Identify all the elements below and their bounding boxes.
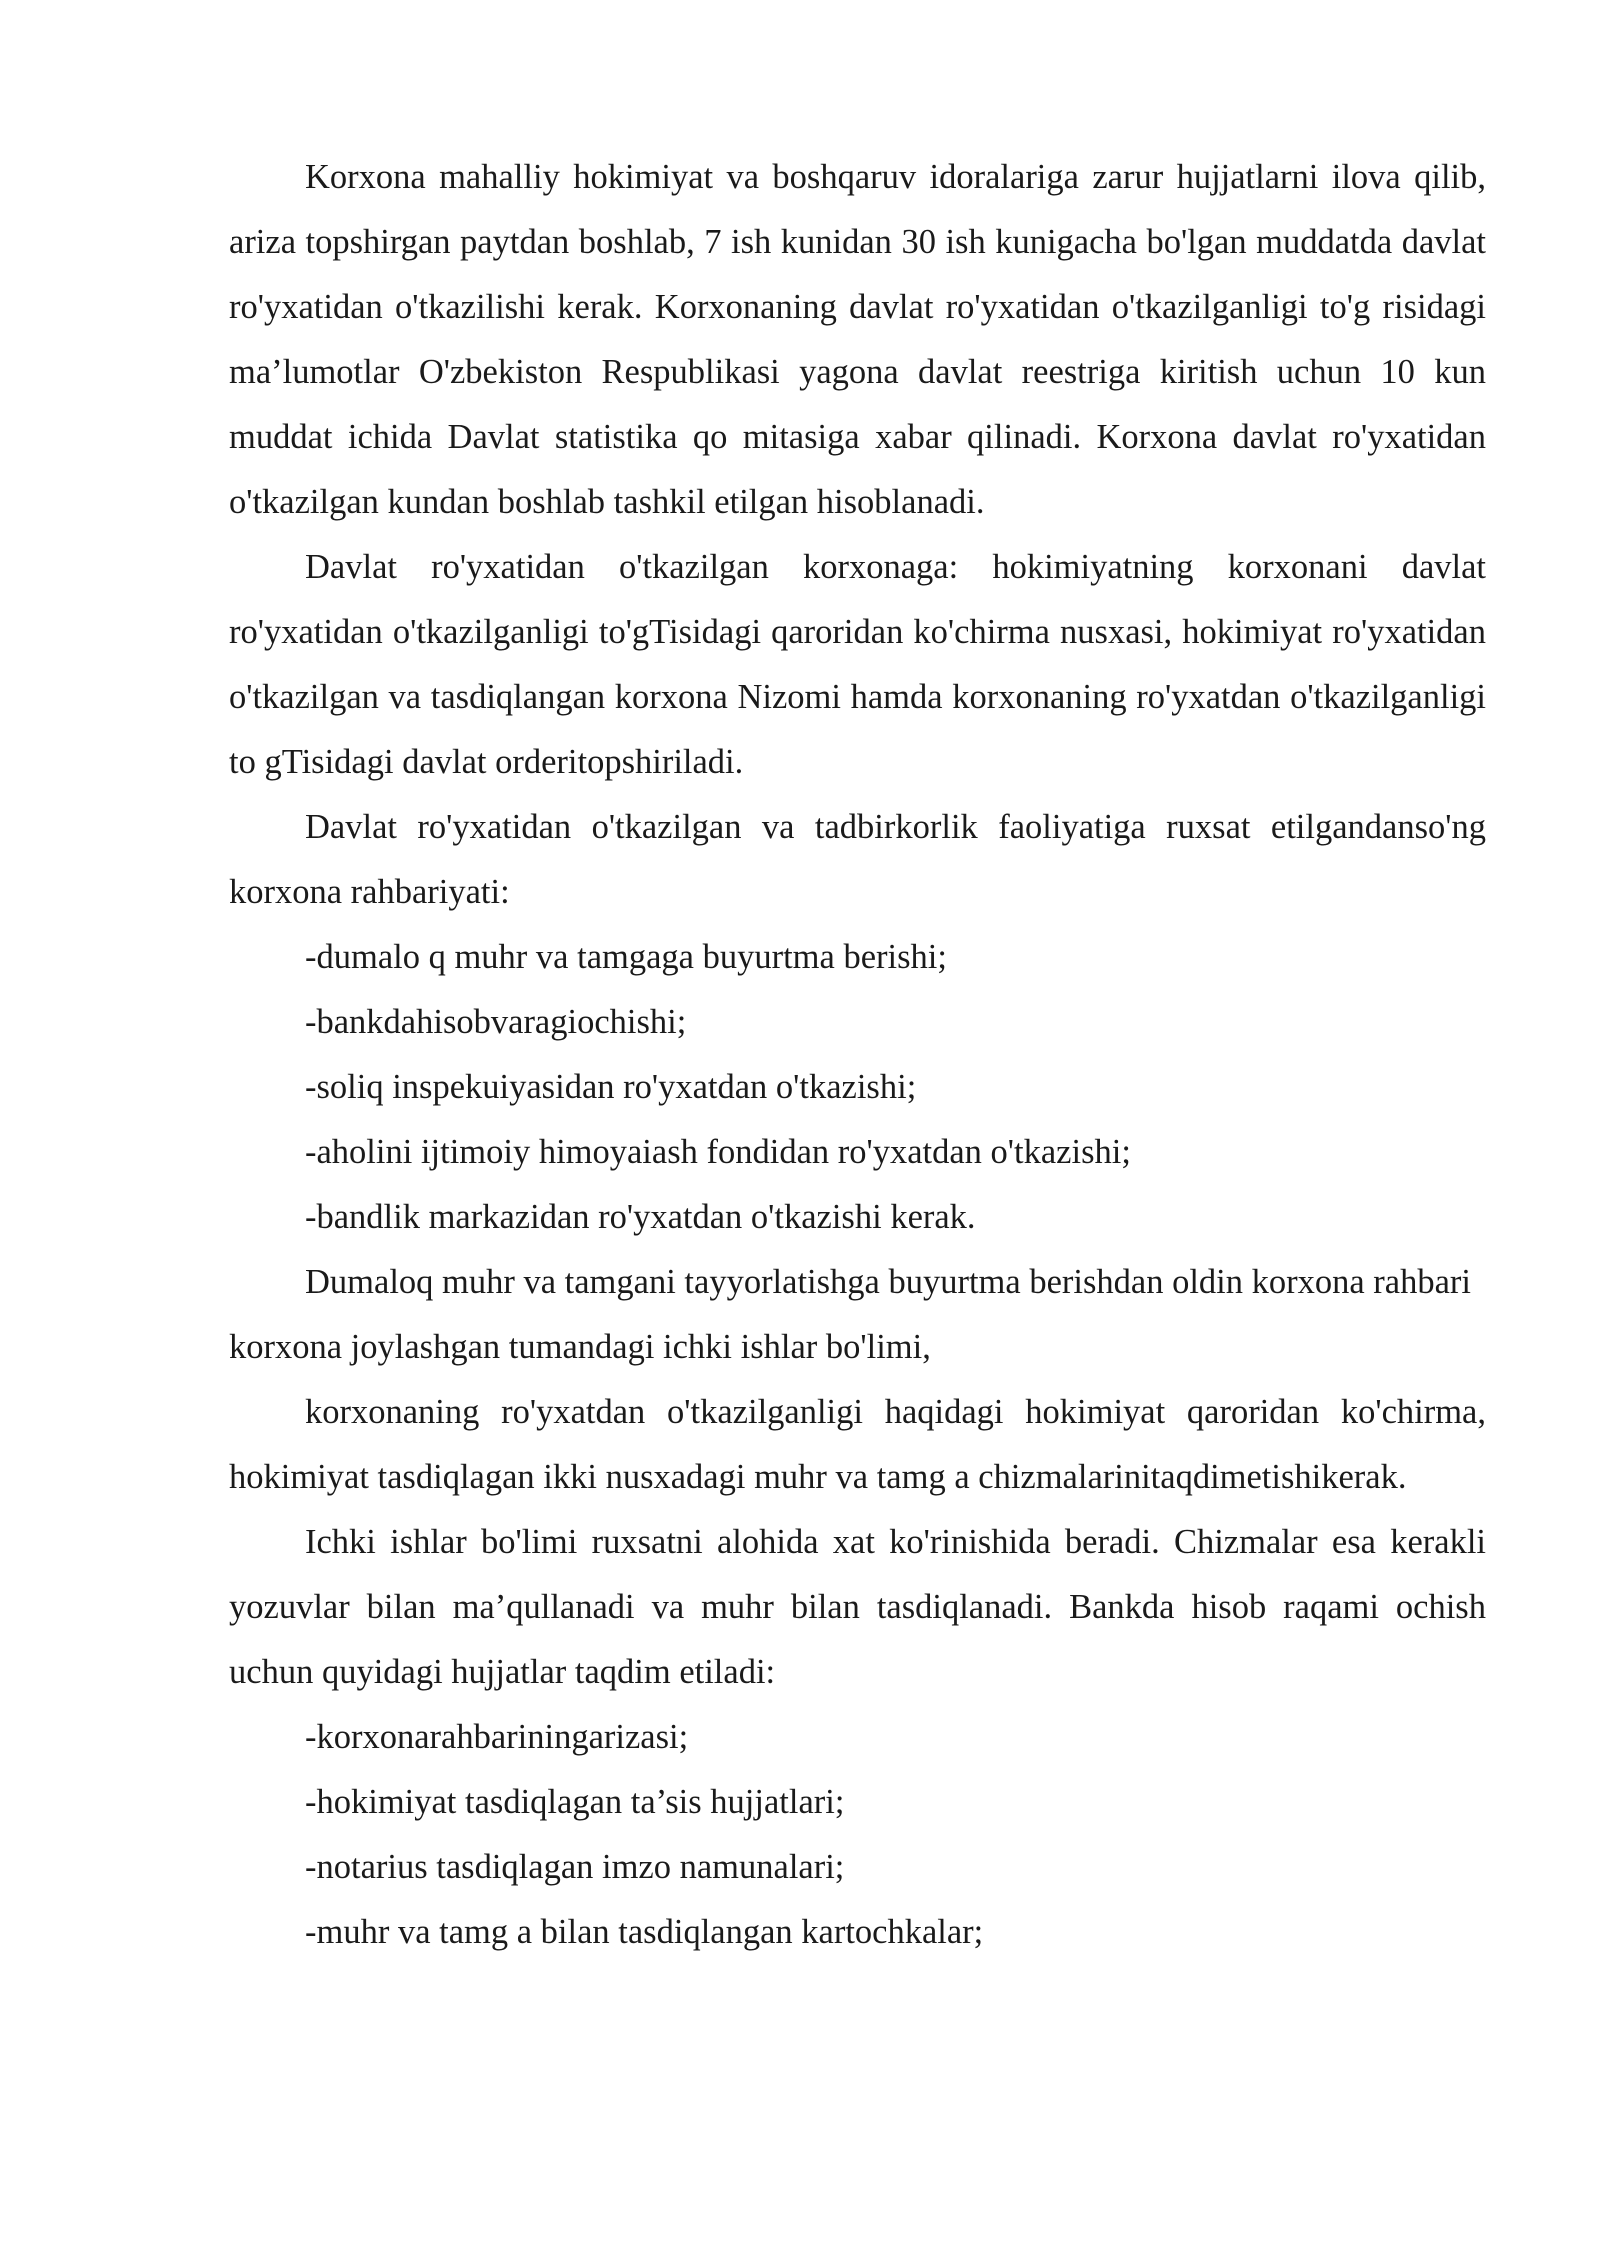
paragraph-management-duties: Davlat ro'yxatidan o'tkazilgan va tadbirkorlik faoliyatiga ruxsat etilgandanso'ng korxona rahbariyati:	[229, 808, 1486, 911]
paragraph-registration-deadline: Korxona mahalliy hokimiyat va boshqaruv idoralariga zarur hujjatlarni ilova qilib, ariza topshirgan paytdan boshlab, 7 ish kunidan 30 ish kunigacha bo'lgan muddatda davlat ro'yxatidan o'tkazilishi kerak. Korxonaning davlat ro'yxatidan o'tkazilganligi to'g risidagi ma’lumotlar O'zbekiston Respublikasi yagona davlat reestriga kiritish uchun 10 kun muddat ichida Davlat statistika qo mitasiga xabar qilinadi. Korxona davlat ro'yxatidan o'tkazilgan kundan boshlab tashkil etilgan hisoblanadi.	[229, 158, 1486, 521]
list-item: -bankdahisobvaragiochishi;	[305, 1003, 687, 1041]
list-item: -korxonarahbariningarizasi;	[305, 1718, 689, 1756]
paragraph-seal-order: Dumaloq muhr va tamgani tayyorlatishga buyurtma berishdan oldin korxona rahbari korxona joylashgan tumandagi ichki ishlar bo'limi,	[229, 1263, 1471, 1366]
list-item: -aholini ijtimoiy himoyaiash fondidan ro'yxatdan o'tkazishi;	[305, 1133, 1131, 1171]
document-page	[229, 145, 1486, 1965]
list-item: -hokimiyat tasdiqlagan ta’sis hujjatlari;	[305, 1783, 845, 1821]
paragraph-seal-documents: korxonaning ro'yxatdan o'tkazilganligi haqidagi hokimiyat qaroridan ko'chirma, hokimiyat tasdiqlagan ikki nusxadagi muhr va tamg a chizmalarinitaqdimetishikerak.	[229, 1393, 1486, 1496]
list-item: -soliq inspekuiyasidan ro'yxatdan o'tkazishi;	[305, 1068, 917, 1106]
list-item: -notarius tasdiqlagan imzo namunalari;	[305, 1848, 845, 1886]
paragraph-bank-account: Ichki ishlar bo'limi ruxsatni alohida xat ko'rinishida beradi. Chizmalar esa kerakli yozuvlar bilan ma’qullanadi va muhr bilan tasdiqlanadi. Bankda hisob raqami ochish uchun quyidagi hujjatlar taqdim etiladi:	[229, 1523, 1486, 1691]
list-item: -bandlik markazidan ro'yxatdan o'tkazishi kerak.	[305, 1198, 976, 1236]
list-item: -dumalo q muhr va tamgaga buyurtma berishi;	[305, 938, 947, 976]
paragraph-registered-documents: Davlat ro'yxatidan o'tkazilgan korxonaga: hokimiyatning korxonani davlat ro'yxatidan o'tkazilganligi to'gTisidagi qaroridan ko'chirma nusxasi, hokimiyat ro'yxatidan o'tkazilgan va tasdiqlangan korxona Nizomi hamda korxonaning ro'yxatdan o'tkazilganligi to gTisidagi davlat orderitopshiriladi.	[229, 548, 1486, 781]
list-item: -muhr va tamg a bilan tasdiqlangan kartochkalar;	[305, 1913, 984, 1951]
